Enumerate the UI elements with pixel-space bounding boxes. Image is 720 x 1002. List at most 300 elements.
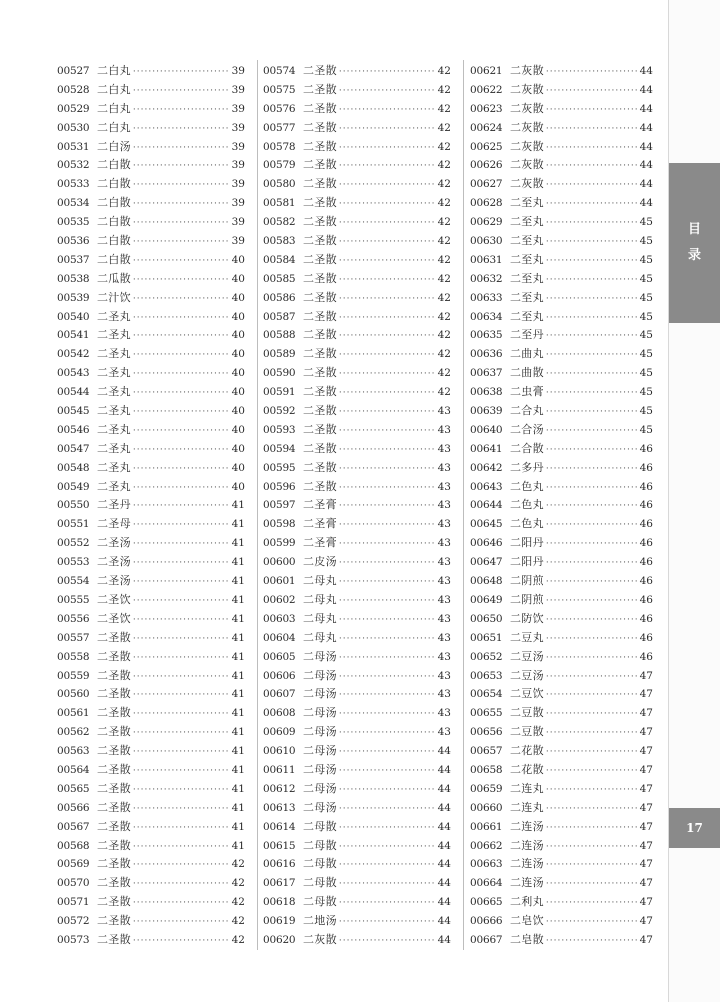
entry-number: 00601 <box>263 575 296 588</box>
leader-dots <box>133 875 230 893</box>
toc-entry[interactable] <box>263 534 451 553</box>
entry-page: 43 <box>437 575 451 588</box>
toc-entry[interactable] <box>263 175 451 194</box>
entry-title: 二至丸 <box>510 196 544 210</box>
entry-page: 43 <box>437 688 451 701</box>
toc-entry[interactable] <box>57 364 245 383</box>
leader-dots <box>339 856 436 874</box>
entry-number: 00607 <box>263 688 296 701</box>
toc-entry[interactable] <box>470 591 653 610</box>
entry-title: 二至丸 <box>510 234 544 248</box>
entry-title: 二圣散 <box>303 385 337 399</box>
entry-number: 00554 <box>57 575 90 588</box>
toc-entry[interactable] <box>57 175 245 194</box>
toc-entry[interactable] <box>57 515 245 534</box>
entry-page: 45 <box>639 291 653 304</box>
toc-entry[interactable] <box>470 289 653 308</box>
toc-entry[interactable] <box>57 402 245 421</box>
toc-entry[interactable] <box>263 855 451 874</box>
toc-entry[interactable] <box>57 818 245 837</box>
section-tab-char: 录 <box>687 248 701 263</box>
toc-entry[interactable] <box>57 534 245 553</box>
toc-entry[interactable] <box>263 156 451 175</box>
toc-entry[interactable] <box>470 780 653 799</box>
toc-entry[interactable] <box>57 440 245 459</box>
toc-entry[interactable] <box>57 648 245 667</box>
entry-title: 二圣丸 <box>97 460 131 474</box>
toc-entry[interactable] <box>263 364 451 383</box>
section-tab-contents[interactable] <box>669 163 720 323</box>
entry-title: 二至丸 <box>510 215 544 229</box>
leader-dots <box>133 384 230 402</box>
leader-dots <box>339 309 436 327</box>
toc-entry[interactable] <box>57 478 245 497</box>
entry-page: 43 <box>437 631 451 644</box>
entry-number: 00620 <box>263 933 296 946</box>
toc-entry[interactable] <box>263 931 451 950</box>
toc-entry[interactable] <box>470 383 653 402</box>
leader-dots <box>546 290 638 308</box>
toc-entry[interactable] <box>470 175 653 194</box>
toc-entry[interactable] <box>263 440 451 459</box>
leader-dots <box>546 252 638 270</box>
entry-title: 二豆散 <box>510 725 544 739</box>
toc-entry[interactable] <box>470 761 653 780</box>
leader-dots <box>339 875 436 893</box>
leader-dots <box>339 649 436 667</box>
toc-entry[interactable] <box>57 213 245 232</box>
leader-dots <box>339 82 436 100</box>
entry-number: 00645 <box>470 518 503 531</box>
toc-entry[interactable] <box>263 572 451 591</box>
entry-page: 42 <box>437 178 451 191</box>
toc-entry[interactable] <box>263 685 451 704</box>
toc-entry[interactable] <box>470 648 653 667</box>
toc-entry[interactable] <box>57 232 245 251</box>
toc-entry[interactable] <box>263 402 451 421</box>
entry-page: 44 <box>639 178 653 191</box>
leader-dots <box>339 686 436 704</box>
leader-dots <box>546 875 638 893</box>
leader-dots <box>546 176 638 194</box>
entry-number: 00547 <box>57 442 90 455</box>
toc-entry[interactable] <box>263 553 451 572</box>
entry-number: 00635 <box>470 329 503 342</box>
toc-entry[interactable] <box>470 610 653 629</box>
toc-entry[interactable] <box>470 572 653 591</box>
leader-dots <box>133 422 230 440</box>
toc-entry[interactable] <box>470 837 653 856</box>
entry-title: 二多丹 <box>510 460 544 474</box>
entry-page: 42 <box>437 121 451 134</box>
entry-title: 二利丸 <box>510 895 544 909</box>
toc-entry[interactable] <box>263 591 451 610</box>
toc-entry[interactable] <box>263 119 451 138</box>
toc-entry[interactable] <box>470 138 653 157</box>
toc-entry[interactable] <box>470 818 653 837</box>
leader-dots <box>546 819 638 837</box>
toc-entry[interactable] <box>57 270 245 289</box>
toc-entry[interactable] <box>263 837 451 856</box>
entry-number: 00646 <box>470 537 503 550</box>
toc-entry[interactable] <box>263 213 451 232</box>
toc-entry[interactable] <box>263 251 451 270</box>
toc-entry[interactable] <box>263 289 451 308</box>
toc-entry[interactable] <box>470 685 653 704</box>
entry-title: 二连丸 <box>510 781 544 795</box>
leader-dots <box>339 800 436 818</box>
toc-entry[interactable] <box>470 478 653 497</box>
entry-title: 二连汤 <box>510 838 544 852</box>
toc-entry[interactable] <box>263 383 451 402</box>
entry-number: 00586 <box>263 291 296 304</box>
toc-entry[interactable] <box>263 496 451 515</box>
entry-page: 46 <box>639 593 653 606</box>
entry-title: 二母汤 <box>303 649 337 663</box>
entry-number: 00534 <box>57 197 90 210</box>
entry-number: 00642 <box>470 461 503 474</box>
entry-number: 00574 <box>263 65 296 77</box>
toc-entry[interactable] <box>263 648 451 667</box>
toc-entry[interactable] <box>57 459 245 478</box>
toc-entry[interactable] <box>263 345 451 364</box>
entry-title: 二圣丸 <box>97 441 131 455</box>
toc-entry[interactable] <box>57 704 245 723</box>
entry-number: 00527 <box>57 65 90 77</box>
entry-page: 43 <box>437 650 451 663</box>
toc-entry[interactable] <box>57 156 245 175</box>
leader-dots <box>133 686 230 704</box>
entry-title: 二母汤 <box>303 800 337 814</box>
entry-number: 00651 <box>470 631 503 644</box>
entry-number: 00653 <box>470 669 503 682</box>
toc-entry[interactable] <box>263 308 451 327</box>
toc-entry[interactable] <box>470 440 653 459</box>
toc-entry[interactable] <box>57 572 245 591</box>
toc-entry[interactable] <box>470 62 653 81</box>
leader-dots <box>339 838 436 856</box>
entry-title: 二圣散 <box>97 857 131 871</box>
entry-number: 00629 <box>470 216 503 229</box>
entry-number: 00621 <box>470 65 503 77</box>
toc-entry[interactable] <box>263 232 451 251</box>
toc-entry[interactable] <box>57 874 245 893</box>
entry-number: 00667 <box>470 933 503 946</box>
leader-dots <box>339 743 436 761</box>
column-divider <box>463 60 464 950</box>
entry-number: 00640 <box>470 423 503 436</box>
entry-page: 41 <box>231 575 245 588</box>
toc-entry[interactable] <box>263 62 451 81</box>
entry-page: 45 <box>639 367 653 380</box>
toc-entry[interactable] <box>57 591 245 610</box>
leader-dots <box>339 327 436 345</box>
entry-title: 二圣散 <box>303 460 337 474</box>
entry-page: 44 <box>437 763 451 776</box>
toc-entry[interactable] <box>57 421 245 440</box>
toc-entry[interactable] <box>57 799 245 818</box>
entry-page: 41 <box>231 839 245 852</box>
entry-number: 00551 <box>57 518 90 531</box>
entry-page: 41 <box>231 499 245 512</box>
entry-number: 00665 <box>470 896 503 909</box>
toc-entry[interactable] <box>57 893 245 912</box>
leader-dots <box>339 271 436 289</box>
entry-number: 00609 <box>263 726 296 739</box>
toc-entry[interactable] <box>470 100 653 119</box>
entry-number: 00552 <box>57 537 90 550</box>
toc-entry[interactable] <box>470 345 653 364</box>
toc-entry[interactable] <box>263 723 451 742</box>
toc-entry[interactable] <box>263 610 451 629</box>
entry-page: 44 <box>437 933 451 946</box>
entry-number: 00614 <box>263 820 296 833</box>
toc-entry[interactable] <box>263 761 451 780</box>
entry-number: 00664 <box>470 877 503 890</box>
leader-dots <box>133 309 230 327</box>
entry-title: 二圣散 <box>97 800 131 814</box>
toc-entry[interactable] <box>470 855 653 874</box>
toc-entry[interactable] <box>57 251 245 270</box>
toc-entry[interactable] <box>470 704 653 723</box>
entry-title: 二合汤 <box>510 422 544 436</box>
leader-dots <box>339 611 436 629</box>
toc-entry[interactable] <box>470 364 653 383</box>
toc-entry[interactable] <box>470 515 653 534</box>
toc-entry[interactable] <box>57 138 245 157</box>
toc-entry[interactable] <box>57 62 245 81</box>
toc-entry[interactable] <box>57 553 245 572</box>
toc-entry[interactable] <box>57 119 245 138</box>
toc-entry[interactable] <box>263 270 451 289</box>
leader-dots <box>133 82 230 100</box>
toc-entry[interactable] <box>263 100 451 119</box>
toc-entry[interactable] <box>57 837 245 856</box>
leader-dots <box>546 611 638 629</box>
entry-page: 44 <box>639 159 653 172</box>
leader-dots <box>133 516 230 534</box>
entry-number: 00612 <box>263 782 296 795</box>
toc-entry[interactable] <box>57 81 245 100</box>
toc-entry[interactable] <box>470 326 653 345</box>
entry-title: 二圣散 <box>303 234 337 248</box>
toc-entry[interactable] <box>470 402 653 421</box>
entry-title: 二圣丸 <box>97 385 131 399</box>
toc-entry[interactable] <box>263 515 451 534</box>
toc-entry[interactable] <box>57 723 245 742</box>
entry-number: 00643 <box>470 480 503 493</box>
toc-entry[interactable] <box>263 780 451 799</box>
toc-entry[interactable] <box>470 893 653 912</box>
toc-entry[interactable] <box>470 251 653 270</box>
entry-title: 二至丹 <box>510 328 544 342</box>
toc-entry[interactable] <box>263 421 451 440</box>
toc-entry[interactable] <box>57 345 245 364</box>
entry-page: 46 <box>639 442 653 455</box>
toc-entry[interactable] <box>263 704 451 723</box>
entry-page: 45 <box>639 405 653 418</box>
toc-entry[interactable] <box>470 156 653 175</box>
toc-entry[interactable] <box>57 289 245 308</box>
toc-entry[interactable] <box>470 119 653 138</box>
entry-number: 00619 <box>263 915 296 928</box>
leader-dots <box>546 441 638 459</box>
leader-dots <box>339 554 436 572</box>
toc-entry[interactable] <box>263 194 451 213</box>
leader-dots <box>546 346 638 364</box>
entry-number: 00570 <box>57 877 90 890</box>
leader-dots <box>546 554 638 572</box>
entry-number: 00591 <box>263 386 296 399</box>
entry-title: 二圣丹 <box>97 498 131 512</box>
entry-title: 二灰散 <box>510 177 544 191</box>
entry-number: 00656 <box>470 726 503 739</box>
entry-title: 二圣散 <box>303 158 337 172</box>
entry-title: 二圣散 <box>97 914 131 928</box>
toc-entry[interactable] <box>57 780 245 799</box>
toc-entry[interactable] <box>470 213 653 232</box>
entry-page: 40 <box>231 405 245 418</box>
entry-page: 42 <box>437 216 451 229</box>
toc-entry[interactable] <box>57 629 245 648</box>
entry-page: 43 <box>437 556 451 569</box>
entry-page: 39 <box>231 83 245 96</box>
entry-number: 00548 <box>57 461 90 474</box>
entry-title: 二圣散 <box>303 366 337 380</box>
leader-dots <box>339 139 436 157</box>
entry-title: 二灰散 <box>510 82 544 96</box>
leader-dots <box>133 819 230 837</box>
toc-entry[interactable] <box>470 629 653 648</box>
toc-entry[interactable] <box>470 81 653 100</box>
toc-entry[interactable] <box>470 667 653 686</box>
entry-title: 二合丸 <box>510 404 544 418</box>
leader-dots <box>133 573 230 591</box>
toc-entry[interactable] <box>57 383 245 402</box>
leader-dots <box>546 195 638 213</box>
entry-number: 00582 <box>263 216 296 229</box>
toc-entry[interactable] <box>57 194 245 213</box>
entry-page: 41 <box>231 745 245 758</box>
toc-entry[interactable] <box>263 874 451 893</box>
entry-page: 39 <box>231 159 245 172</box>
entry-page: 40 <box>231 386 245 399</box>
toc-entry[interactable] <box>263 138 451 157</box>
toc-entry[interactable] <box>470 931 653 950</box>
entry-page: 42 <box>231 933 245 946</box>
toc-entry[interactable] <box>57 761 245 780</box>
entry-page: 45 <box>639 272 653 285</box>
toc-entry[interactable] <box>263 893 451 912</box>
leader-dots <box>133 913 230 931</box>
toc-entry[interactable] <box>57 912 245 931</box>
entry-title: 二圣母 <box>97 517 131 531</box>
toc-entry[interactable] <box>263 459 451 478</box>
entry-title: 二灰散 <box>510 158 544 172</box>
entry-title: 二色丸 <box>510 498 544 512</box>
toc-entry[interactable] <box>57 610 245 629</box>
toc-entry[interactable] <box>470 723 653 742</box>
toc-entry[interactable] <box>470 496 653 515</box>
toc-entry[interactable] <box>263 478 451 497</box>
toc-entry[interactable] <box>470 534 653 553</box>
entry-title: 二母汤 <box>303 725 337 739</box>
toc-entry[interactable] <box>470 912 653 931</box>
toc-entry[interactable] <box>57 855 245 874</box>
toc-entry[interactable] <box>263 81 451 100</box>
toc-entry[interactable] <box>470 421 653 440</box>
page-margin-shade <box>669 0 720 1002</box>
toc-entry[interactable] <box>57 742 245 761</box>
toc-entry[interactable] <box>470 799 653 818</box>
toc-entry[interactable] <box>470 308 653 327</box>
toc-entry[interactable] <box>263 799 451 818</box>
entry-title: 二豆汤 <box>510 649 544 663</box>
leader-dots <box>133 668 230 686</box>
entry-page: 41 <box>231 556 245 569</box>
entry-number: 00633 <box>470 291 503 304</box>
toc-entry[interactable] <box>470 742 653 761</box>
entry-number: 00549 <box>57 480 90 493</box>
entry-page: 40 <box>231 442 245 455</box>
toc-entry[interactable] <box>263 818 451 837</box>
leader-dots <box>339 63 436 81</box>
toc-entry[interactable] <box>57 308 245 327</box>
toc-entry[interactable] <box>263 667 451 686</box>
toc-entry[interactable] <box>57 685 245 704</box>
toc-entry[interactable] <box>57 326 245 345</box>
toc-entry[interactable] <box>57 667 245 686</box>
entry-number: 00599 <box>263 537 296 550</box>
leader-dots <box>339 120 436 138</box>
leader-dots <box>133 743 230 761</box>
entry-number: 00531 <box>57 140 90 153</box>
toc-entry[interactable] <box>470 874 653 893</box>
entry-page: 42 <box>437 386 451 399</box>
toc-entry[interactable] <box>263 326 451 345</box>
toc-entry[interactable] <box>263 742 451 761</box>
entry-title: 二母散 <box>303 895 337 909</box>
entry-title: 二防饮 <box>510 611 544 625</box>
toc-entry[interactable] <box>57 496 245 515</box>
toc-entry[interactable] <box>470 270 653 289</box>
toc-entry[interactable] <box>263 912 451 931</box>
entry-page: 44 <box>639 197 653 210</box>
toc-entry[interactable] <box>470 459 653 478</box>
toc-entry[interactable] <box>470 553 653 572</box>
toc-column-2 <box>263 62 451 950</box>
entry-title: 二母汤 <box>303 762 337 776</box>
entry-page: 39 <box>231 178 245 191</box>
leader-dots <box>133 233 230 251</box>
entry-title: 二白散 <box>97 196 131 210</box>
toc-entry[interactable] <box>263 629 451 648</box>
toc-entry[interactable] <box>57 100 245 119</box>
toc-entry[interactable] <box>57 931 245 950</box>
entry-title: 二圣散 <box>303 101 337 115</box>
entry-title: 二圣散 <box>303 479 337 493</box>
entry-page: 42 <box>437 197 451 210</box>
entry-number: 00566 <box>57 801 90 814</box>
toc-entry[interactable] <box>470 194 653 213</box>
entry-title: 二圣散 <box>97 668 131 682</box>
entry-page: 43 <box>437 669 451 682</box>
entry-page: 47 <box>639 763 653 776</box>
toc-entry[interactable] <box>470 232 653 251</box>
entry-number: 00546 <box>57 423 90 436</box>
entry-title: 二圣丸 <box>97 366 131 380</box>
entry-number: 00655 <box>470 707 503 720</box>
